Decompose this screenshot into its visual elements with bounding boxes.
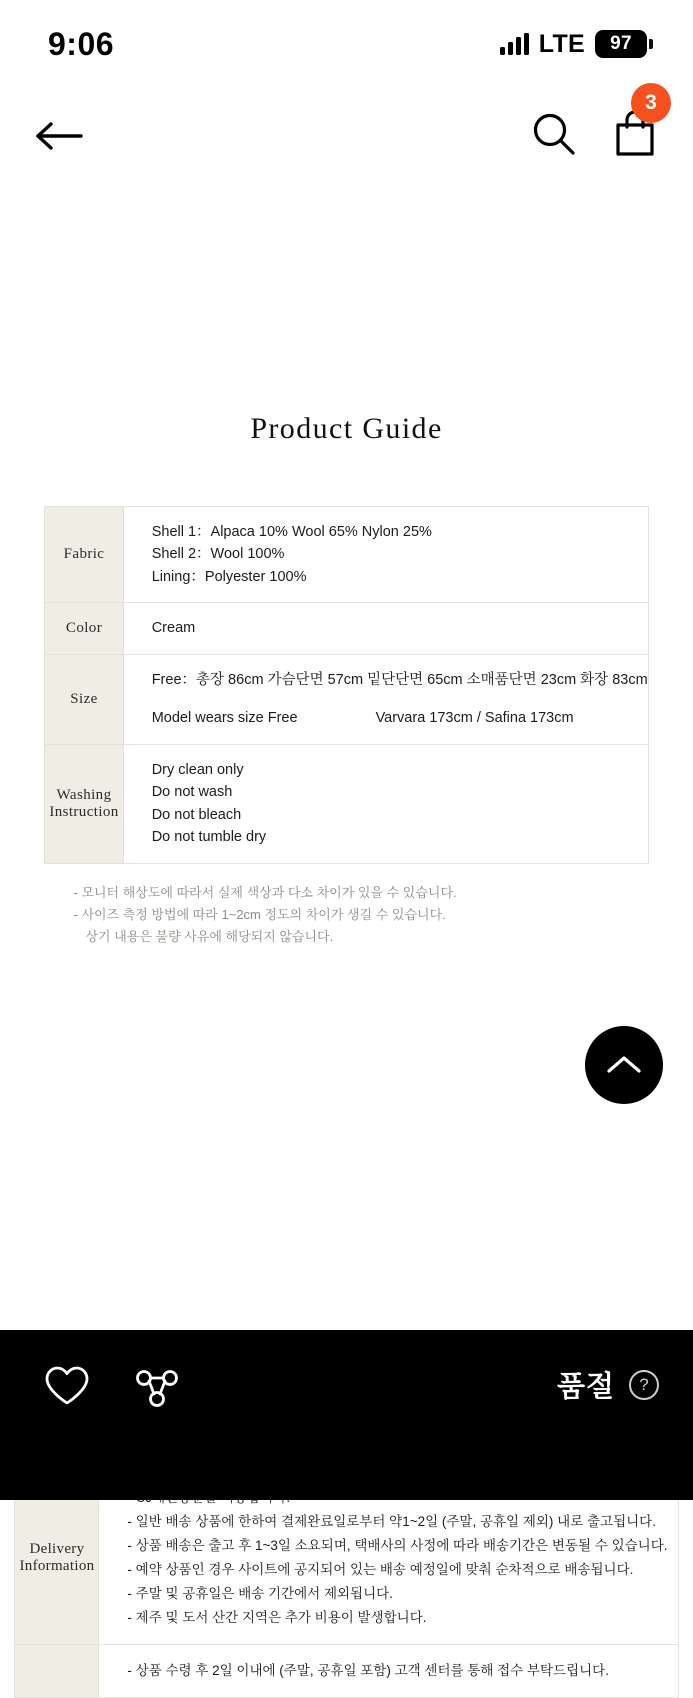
washing-line-2: Do not wash <box>151 784 233 801</box>
status-time: 9:06 <box>48 25 115 62</box>
delivery-line-3: - 상품 배송은 출고 후 1~3일 소요되며, 택배사의 사정에 따라 배송기간은 변동될 수 있습니다. <box>127 1537 668 1553</box>
navigation-bar <box>0 88 693 184</box>
table-row <box>45 654 648 744</box>
delivery-line-4: - 예약 상품인 경우 사이트에 공지되어 있는 배송 예정일에 맞춰 순차적으로 배송됩니다. <box>127 1561 634 1577</box>
bottom-bar-left-actions <box>44 1364 180 1413</box>
color-line-1: Cream <box>151 620 196 637</box>
cart-button[interactable] <box>613 90 657 162</box>
bottom-bar-right-status <box>557 1364 659 1405</box>
share-icon <box>134 1364 180 1408</box>
search-icon <box>531 111 577 157</box>
product-guide-title: Product Guide <box>250 412 443 445</box>
washing-line-4: Do not tumble dry <box>151 829 267 846</box>
note-line-3: 상기 내용은 불량 사유에 해당되지 않습니다. <box>85 929 334 945</box>
search-button[interactable] <box>531 111 577 162</box>
back-arrow-icon <box>36 121 84 151</box>
washing-line-3: Do not bleach <box>151 806 242 823</box>
table-row <box>45 744 648 863</box>
model-measurements: Varvara 173cm / Safina 173cm <box>375 710 574 727</box>
delivery-line-6: - 제주 및 도서 산간 지역은 추가 비용이 발생합니다. <box>127 1609 427 1625</box>
row-label-exchange <box>15 1644 99 1697</box>
table-row <box>15 1644 678 1697</box>
size-line-1: Free：총장 86cm 가슴단면 57cm 밑단단면 65cm 소매품단면 23cm 화장 83cm <box>151 671 648 688</box>
note-line-1: - 모니터 해상도에 따라서 실제 색상과 다소 차이가 있을 수 있습니다. <box>73 884 457 900</box>
fabric-line-2: Shell 2：Wool 100% <box>151 546 285 563</box>
table-row <box>45 603 648 654</box>
product-guide-table <box>44 506 648 864</box>
status-badge: 품절 <box>556 1371 615 1403</box>
delivery-line-5: - 주말 및 공휴일은 배송 기간에서 제외됩니다. <box>127 1585 393 1601</box>
note-line-2: - 사이즈 측정 방법에 따라 1~2cm 정도의 차이가 생길 수 있습니다. <box>73 907 446 923</box>
status-indicators <box>500 30 647 59</box>
row-label-fabric: Fabric <box>45 507 123 603</box>
nav-actions <box>531 90 657 162</box>
battery-percent-label: 97 <box>610 33 632 54</box>
row-value-washing <box>123 744 648 863</box>
washing-line-1: Dry clean only <box>151 761 244 778</box>
row-value-fabric <box>123 507 648 603</box>
row-label-delivery: Delivery Information <box>15 1471 99 1644</box>
share-button[interactable] <box>134 1364 180 1413</box>
fabric-line-3: Lining：Polyester 100% <box>151 568 307 585</box>
battery-icon <box>595 30 647 58</box>
status-bar <box>0 0 693 88</box>
fabric-line-1: Shell 1：Alpaca 10% Wool 65% Nylon 25% <box>151 524 432 540</box>
row-value-color <box>123 603 648 654</box>
cart-count-badge: 3 <box>631 83 671 123</box>
delivery-line-2: - 일반 배송 상품에 한하여 결제완료일로부터 약1~2일 (주말, 공휴일 제외) 내로 출고됩니다. <box>127 1513 656 1529</box>
question-mark-icon[interactable]: ? <box>629 1370 659 1400</box>
row-label-size: Size <box>45 654 123 744</box>
bottom-action-bar <box>0 1330 693 1500</box>
wishlist-button[interactable] <box>44 1365 90 1412</box>
row-value-exchange <box>99 1644 678 1697</box>
exchange-line-1: - 상품 수령 후 2일 이내에 (주말, 공휴일 포함) 고객 센터를 통해 접수 부탁드립니다. <box>127 1662 609 1678</box>
shopping-guide-table <box>14 1471 678 1698</box>
product-guide-notes <box>74 882 620 949</box>
heart-icon <box>44 1365 90 1407</box>
back-button[interactable] <box>32 112 88 160</box>
chevron-up-icon <box>605 1052 643 1078</box>
row-label-washing: Washing Instruction <box>45 744 123 863</box>
row-label-color: Color <box>45 603 123 654</box>
table-row <box>45 507 648 603</box>
network-type-label: LTE <box>538 29 585 58</box>
model-wears-note: Model wears size Free <box>151 710 298 727</box>
signal-bars-icon <box>500 33 529 55</box>
row-value-size <box>123 654 648 744</box>
scroll-to-top-button[interactable] <box>585 1026 663 1104</box>
